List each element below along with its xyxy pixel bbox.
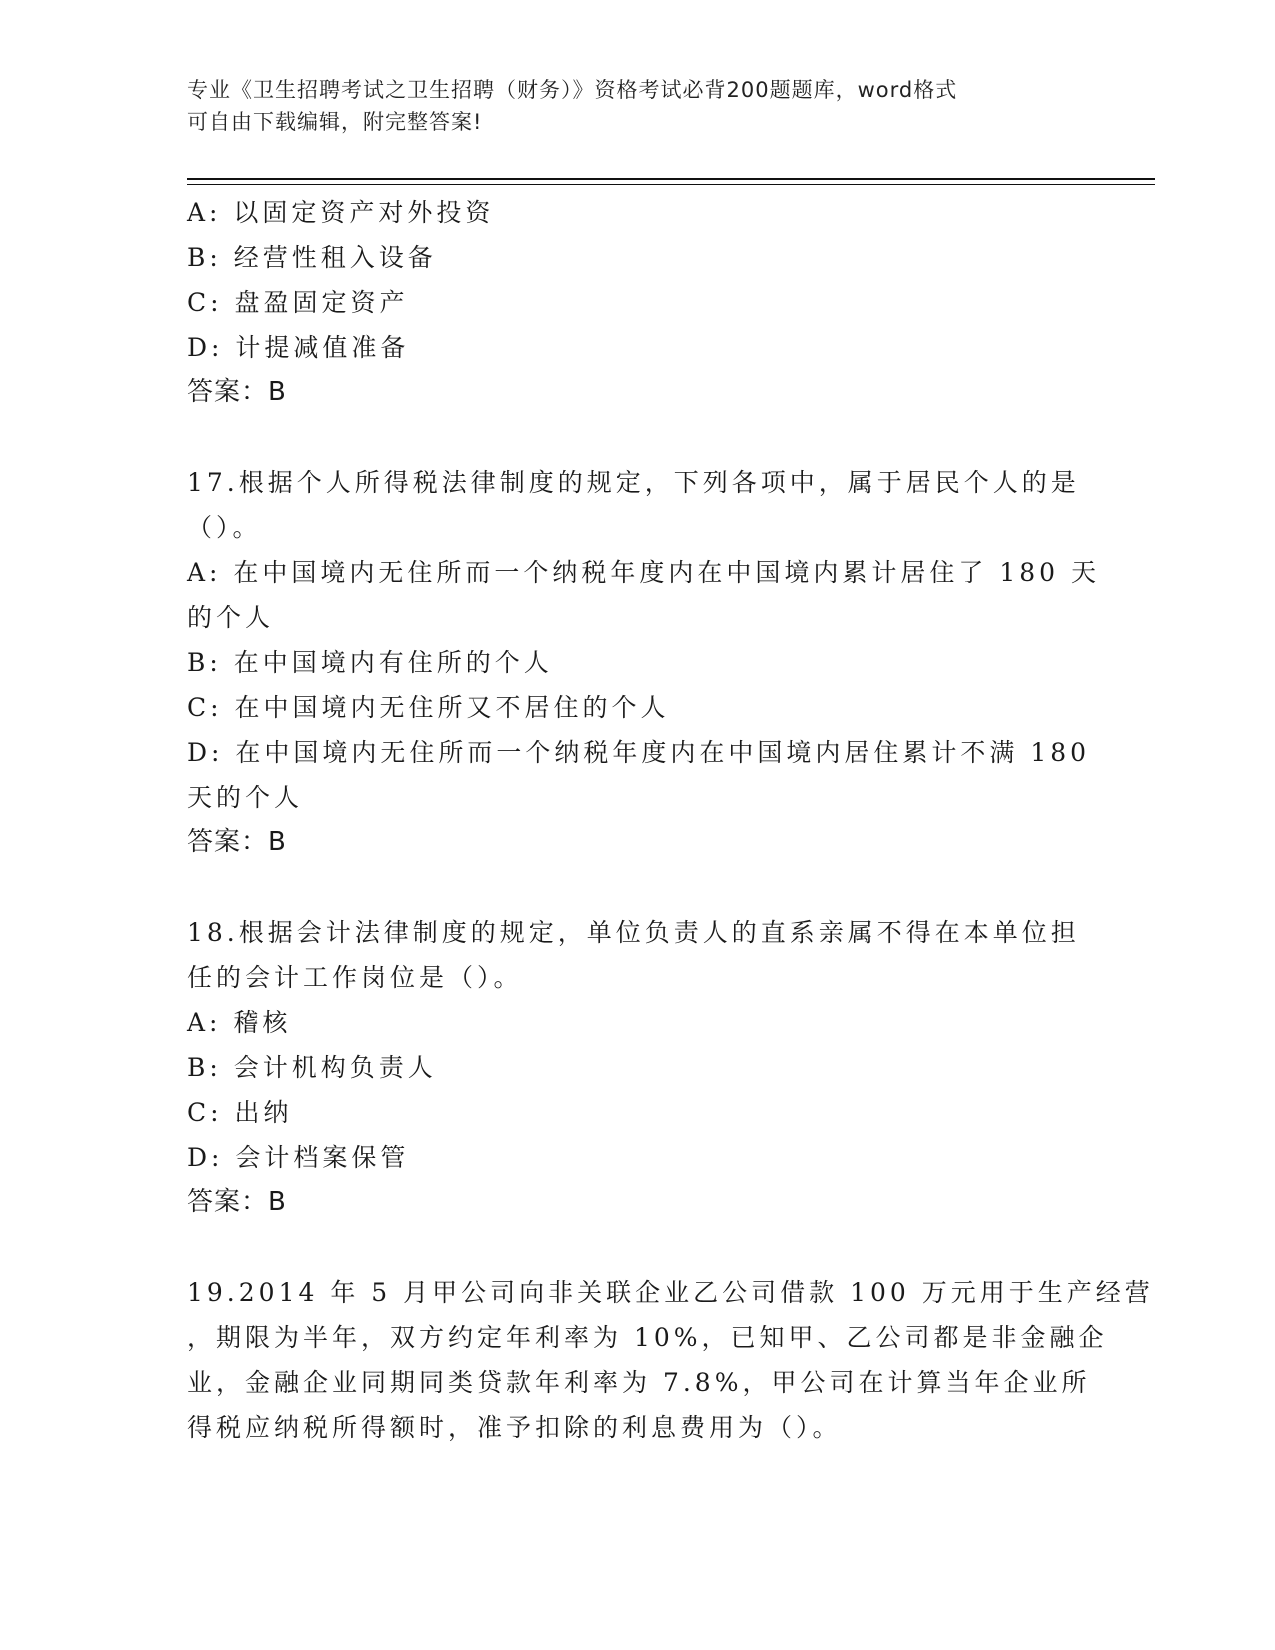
option-b: B: 在中国境内有住所的个人 [187,648,553,677]
question-18-stem-line-1: 18.根据会计法律制度的规定，单位负责人的直系亲属不得在本单位担 [187,918,1080,947]
option-c: C: 盘盈固定资产 [187,288,409,317]
question-17 [187,460,1101,865]
header-rule-thin [187,184,1155,185]
option-d-continued: 天的个人 [187,783,304,812]
header-line-1: 专业《卫生招聘考试之卫生招聘（财务）》资格考试必背200题题库，word格式 [187,78,958,102]
option-a-continued: 的个人 [187,603,275,632]
question-18-stem-line-2: 任的会计工作岗位是（）。 [187,963,523,992]
option-c: C: 在中国境内无住所又不居住的个人 [187,693,670,722]
question-content [187,190,1154,1450]
question-19 [187,1270,1154,1450]
option-c: C: 出纳 [187,1098,293,1127]
question-17-answer: 答案：B [187,827,287,857]
header-rule-thick [187,178,1155,180]
question-19-stem-line-1: 19.2014 年 5 月甲公司向非关联企业乙公司借款 100 万元用于生产经营 [187,1278,1154,1307]
option-b: B: 会计机构负责人 [187,1053,437,1082]
question-19-stem-line-4: 得税应纳税所得额时，准予扣除的利息费用为（）。 [187,1413,842,1442]
option-a: A: 在中国境内无住所而一个纳税年度内在中国境内累计居住了 180 天 [187,558,1101,587]
option-b: B: 经营性租入设备 [187,243,437,272]
question-19-stem-line-2: ，期限为半年，双方约定年利率为 10%，已知甲、乙公司都是非金融企 [187,1323,1108,1352]
question-18-answer: 答案：B [187,1187,287,1217]
question-17-stem-line-2: （）。 [187,513,262,542]
option-d: D: 会计档案保管 [187,1143,410,1172]
document-header [187,74,1087,138]
question-19-stem-line-3: 业，金融企业同期同类贷款年利率为 7.8%，甲公司在计算当年企业所 [187,1368,1091,1397]
question-16-answer: 答案：B [187,377,287,407]
option-d: D: 计提减值准备 [187,333,410,362]
question-18 [187,910,1087,1225]
header-line-2: 可自由下载编辑，附完整答案! [187,110,483,134]
option-d: D: 在中国境内无住所而一个纳税年度内在中国境内居住累计不满 180 [187,738,1091,767]
question-17-stem-line-1: 17.根据个人所得税法律制度的规定，下列各项中，属于居民个人的是 [187,468,1080,497]
question-16-options [187,190,1087,370]
option-a: A: 以固定资产对外投资 [187,198,495,227]
option-a: A: 稽核 [187,1008,292,1037]
